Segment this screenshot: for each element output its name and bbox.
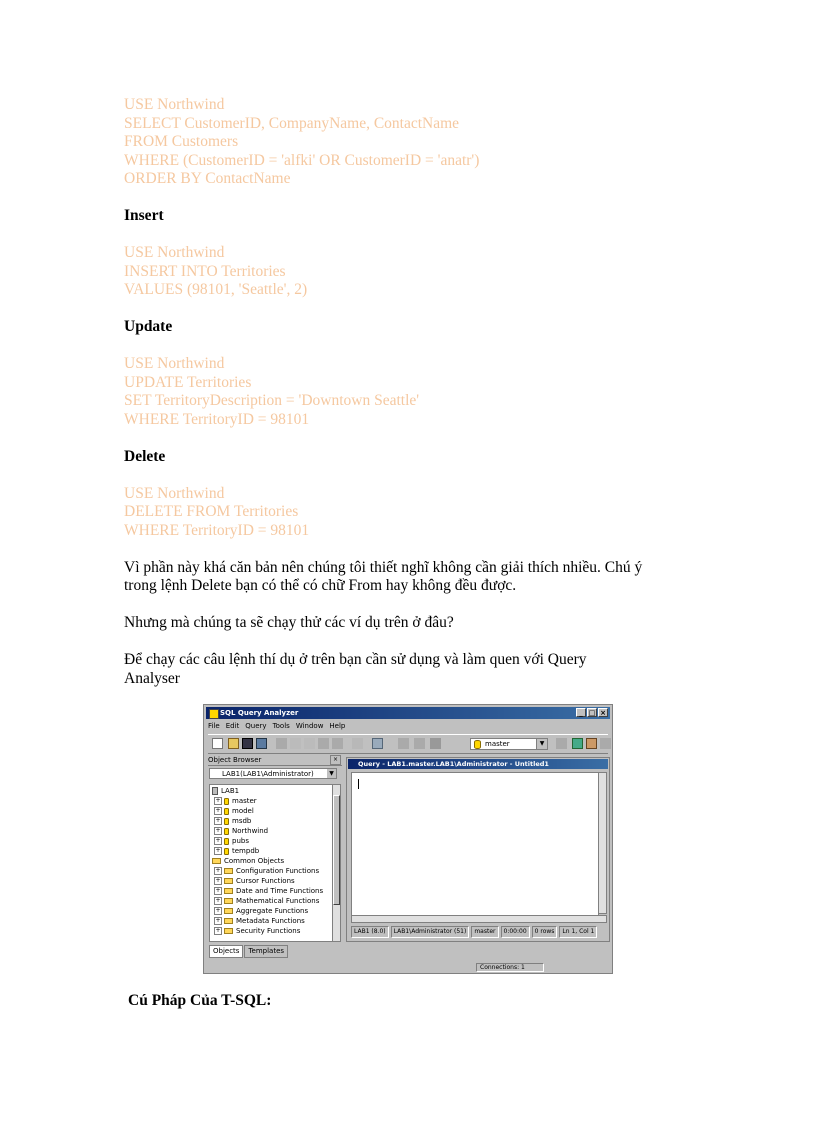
expand-icon[interactable]: + [215, 847, 221, 854]
code-line: SELECT CustomerID, CompanyName, ContactName [124, 114, 460, 132]
status-time: 0:00:00 [501, 926, 530, 938]
server-icon [212, 787, 218, 795]
tree-item-database[interactable]: + tempdb [215, 847, 260, 855]
tree-item-database[interactable]: + Northwind [215, 827, 269, 835]
tree-item-function-group[interactable]: + Metadata Functions [215, 917, 305, 925]
app-icon [209, 709, 219, 719]
tree-item-database[interactable]: + master [215, 797, 257, 805]
object-browser-title: Object Browser [208, 756, 262, 764]
code-line: USE Northwind [124, 96, 225, 113]
query-analyzer-screenshot [203, 704, 613, 974]
code-line: USE Northwind [124, 484, 225, 502]
tree-item-function-group[interactable]: + Configuration Functions [215, 867, 320, 875]
code-line: WHERE TerritoryID = 98101 [124, 521, 310, 539]
expand-icon[interactable]: + [215, 927, 221, 934]
query-window [346, 757, 610, 942]
find-icon[interactable] [332, 738, 343, 749]
tree-item-function-group[interactable]: + Aggregate Functions [215, 907, 309, 915]
paragraph-line: Để chạy các câu lệnh thí dụ ở trên bạn cần sử dụng và làm quen với Query [124, 651, 587, 668]
chevron-down-icon: ▼ [536, 739, 547, 749]
query-status-bar [351, 926, 607, 938]
code-line: WHERE TerritoryID = 98101 [124, 410, 310, 428]
folder-icon [224, 878, 233, 884]
insert-example [124, 244, 724, 300]
undo-icon[interactable] [352, 738, 363, 749]
expand-icon[interactable]: + [215, 917, 221, 924]
tab-templates[interactable]: Templates [244, 945, 288, 958]
status-position: Ln 1, Col 1 [559, 926, 597, 938]
folder-icon [224, 918, 233, 924]
tree-scrollbar[interactable] [332, 784, 341, 942]
tsql-syntax-heading: Cú Pháp Của T-SQL: [128, 992, 272, 1009]
expand-icon[interactable]: + [215, 897, 221, 904]
expand-icon[interactable]: + [215, 907, 221, 914]
update-heading: Update [124, 318, 173, 335]
editor-horizontal-scrollbar[interactable] [351, 915, 607, 923]
database-select-value: master [485, 740, 510, 748]
properties-icon[interactable] [600, 738, 611, 749]
status-database: master [471, 926, 498, 938]
expand-icon[interactable]: + [215, 807, 221, 814]
database-icon [224, 808, 229, 815]
database-icon [224, 818, 229, 825]
question-paragraph: Nhưng mà chúng ta sẽ chạy thử các ví dụ trên ở đâu? [124, 614, 454, 631]
folder-icon [224, 928, 233, 934]
expand-icon[interactable]: + [215, 867, 221, 874]
insert-heading: Insert [124, 207, 164, 224]
status-rows: 0 rows [532, 926, 558, 938]
delete-example [124, 485, 724, 541]
code-line: USE Northwind [124, 355, 225, 372]
tree-item-function-group[interactable]: + Cursor Functions [215, 877, 295, 885]
expand-icon[interactable]: + [215, 817, 221, 824]
editor-vertical-scrollbar[interactable] [598, 772, 607, 914]
close-icon[interactable]: × [330, 755, 341, 765]
connections-status: Connections: 1 [476, 963, 544, 972]
object-browser-tabs [209, 945, 289, 957]
database-icon [224, 798, 229, 805]
results-mode-icon[interactable] [372, 738, 383, 749]
app-title: SQL Query Analyzer [220, 709, 299, 717]
tab-objects[interactable]: Objects [209, 945, 243, 958]
open-icon[interactable] [228, 738, 239, 749]
code-line: ORDER BY ContactName [124, 170, 291, 187]
menu-bar [208, 721, 345, 732]
menu-window[interactable]: Window [295, 722, 324, 730]
tree-item-function-group[interactable]: + Security Functions [215, 927, 301, 935]
scroll-thumb[interactable] [333, 795, 340, 905]
tree-item-function-group[interactable]: + Date and Time Functions [215, 887, 324, 895]
database-icon [474, 740, 481, 749]
update-example [124, 355, 724, 429]
parse-icon[interactable] [398, 738, 409, 749]
database-icon [224, 848, 229, 855]
expand-icon[interactable]: + [215, 877, 221, 884]
object-browser-panel [208, 755, 342, 960]
explanation-paragraph [124, 559, 724, 596]
minimize-icon[interactable]: _ [576, 708, 586, 717]
expand-icon[interactable]: + [215, 837, 221, 844]
folder-icon [212, 858, 221, 864]
folder-icon [224, 868, 233, 874]
object-search-icon[interactable] [586, 738, 597, 749]
cut-icon[interactable] [276, 738, 287, 749]
paragraph-line: trong lệnh Delete bạn có thể có chữ From hay không đều được. [124, 577, 517, 594]
maximize-icon[interactable]: □ [588, 709, 596, 717]
tree-item-database[interactable]: + model [215, 807, 254, 815]
query-window-title: Query - LAB1.master.LAB1\Administrator - Untitled1 [348, 759, 608, 769]
status-user: LAB1\Administrator (51) [391, 926, 470, 938]
code-line: UPDATE Territories [124, 373, 252, 391]
stop-icon[interactable] [430, 738, 441, 749]
folder-icon [224, 888, 233, 894]
object-browser-icon[interactable] [572, 738, 583, 749]
status-server: LAB1 (8.0) [351, 926, 389, 938]
code-line: INSERT INTO Territories [124, 262, 286, 280]
object-tree [209, 784, 333, 942]
delete-heading: Delete [124, 447, 166, 465]
tree-item-server[interactable]: LAB1 [212, 786, 239, 796]
code-line: USE Northwind [124, 244, 225, 261]
select-example [124, 96, 724, 189]
server-select[interactable] [209, 768, 337, 779]
intro-paragraph [124, 651, 724, 688]
database-select[interactable] [470, 738, 548, 750]
code-line: SET TerritoryDescription = 'Downtown Seattle' [124, 392, 420, 409]
paste-icon[interactable] [304, 738, 315, 749]
database-icon [224, 838, 229, 845]
menu-tools[interactable]: Tools [272, 722, 290, 730]
database-icon [224, 828, 229, 835]
menu-help[interactable]: Help [329, 722, 346, 730]
clear-icon[interactable] [318, 738, 329, 749]
expand-icon[interactable]: + [215, 797, 221, 804]
close-icon[interactable]: × [598, 708, 608, 717]
menu-file[interactable]: File [208, 722, 220, 730]
paragraph-line: Analyser [124, 669, 180, 687]
expand-icon[interactable]: + [215, 827, 221, 834]
execute-icon[interactable] [414, 738, 425, 749]
document-page [124, 96, 724, 688]
folder-icon [224, 908, 233, 914]
chevron-down-icon: ▼ [327, 769, 336, 778]
text-caret [358, 779, 359, 789]
save-icon[interactable] [242, 738, 253, 749]
app-status-bar [208, 963, 608, 972]
expand-icon[interactable]: + [215, 887, 221, 894]
code-line: WHERE (CustomerID = 'alfki' OR CustomerID = 'anatr') [124, 151, 480, 169]
app-titlebar [206, 707, 610, 719]
load-script-icon[interactable] [256, 738, 267, 749]
query-editor[interactable] [351, 772, 599, 916]
tree-item-database[interactable]: + msdb [215, 817, 252, 825]
paragraph-line: Vì phần này khá căn bản nên chúng tôi thiết nghĩ không cần giải thích nhiều. Chú ý [124, 558, 643, 576]
menu-edit[interactable]: Edit [225, 722, 240, 730]
tree-item-common-objects[interactable]: Common Objects [212, 856, 284, 866]
tree-item-function-group[interactable]: + Mathematical Functions [215, 897, 320, 905]
folder-icon [224, 898, 233, 904]
code-line: DELETE FROM Territories [124, 503, 299, 520]
code-line: FROM Customers [124, 133, 239, 150]
menu-query[interactable]: Query [245, 722, 267, 730]
server-select-value: LAB1(LAB1\Administrator) [222, 770, 314, 778]
tree-item-database[interactable]: + pubs [215, 837, 249, 845]
copy-icon[interactable] [290, 738, 301, 749]
show-plan-icon[interactable] [556, 738, 567, 749]
new-query-icon[interactable] [212, 738, 223, 749]
toolbar [208, 734, 608, 754]
code-line: VALUES (98101, 'Seattle', 2) [124, 281, 308, 298]
